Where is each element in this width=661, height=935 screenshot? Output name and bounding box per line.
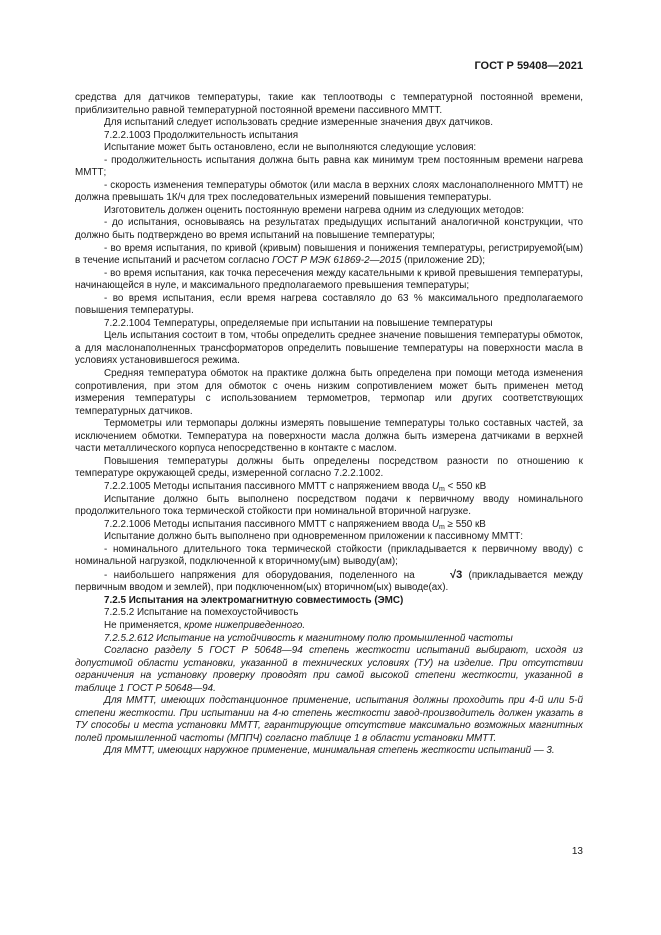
paragraph: Согласно разделу 5 ГОСТ Р 50648—94 степень жесткости испытаний выбирают, исходя из допустимой области установки, указанной в технических условиях (ТУ) на изделие. При отсутствии ограничения на установку проверку проводят при самой высокой степени жесткости, указанной в таблице 1 ГОСТ Р 50648—94.	[75, 645, 583, 694]
paragraph: Средняя температура обмоток на практике должна быть определена при помощи метода изменения сопротивления, при этом для обмоток с очень низким сопротивлением может быть применен метод измерения температуры с использованием термометров, термопар или других соответствующих температурных датчиков.	[75, 368, 583, 417]
paragraph: Испытание должно быть выполнено посредством подачи к первичному вводу номинального продолжительного тока термической стойкости при номинальной вторичной нагрузке.	[75, 493, 583, 518]
paragraph: Для испытаний следует использовать средние измеренные значения двух датчиков.	[104, 117, 493, 129]
voltage-subscript: m	[438, 485, 445, 493]
paragraph: Термометры или термопары должны измерять повышение температуры только составных частей, за исключением обмотки. Температура на поверхности масла должна быть измерена датчиками в верхней части металлического корпуса непосредственно в контакте с маслом.	[75, 418, 583, 455]
page-number: 13	[571, 846, 583, 857]
standard-reference: ГОСТ Р МЭК 61869-2—2015	[272, 255, 402, 267]
paragraph: Для ММТТ, имеющих подстанционное применение, испытания должны проходить при 4-й или 5-й степени жесткости. При испытании на 4-ю степень жесткости завод-производитель должен указать в ТУ способы и места установки ММТТ, гарантирующие отсутствие максимально возможных магнитных полей промышленной частоты (МППЧ) согласно таблице 1 в области установки ММТТ.	[75, 695, 583, 744]
list-item	[75, 243, 583, 268]
text: - во время испытания, по кривой (кривым) повышения и понижения температуры, регистрируемой(ым) в течение испытаний и расчетом согласно	[75, 242, 583, 267]
text: ≥ 550 кВ	[444, 518, 486, 530]
text: 7.2.2.1005 Методы испытания пассивного ММТТ с напряжением ввода	[104, 480, 432, 492]
text: (прикладывается между первичным вводом и землей), при подключенном(ых) вторичном(ых) выводе(ах).	[75, 569, 583, 594]
section-heading: 7.2.2.1004 Температуры, определяемые при испытании на повышение температуры	[104, 317, 493, 329]
sqrt-three-symbol: √3	[450, 568, 463, 581]
section-heading: 7.2.5.2 Испытание на помехоустойчивость	[104, 607, 299, 619]
paragraph: Для ММТТ, имеющих наружное применение, минимальная степень жесткости испытаний — 3.	[104, 745, 555, 757]
voltage-symbol: U	[431, 480, 439, 492]
section-heading: 7.2.2.1003 Продолжительность испытания	[104, 129, 299, 141]
paragraph: средства для датчиков температуры, такие как теплоотводы с температурной постоянной времени, приблизительно равной температурной постоянной времени пассивного ММТТ.	[75, 92, 583, 116]
paragraph: Повышения температуры должны быть определены посредством разности по отношению к температуре окружающей среды, измеренной согласно 7.2.2.1002.	[75, 455, 583, 480]
list-item: - номинального длительного тока термической стойкости (прикладывается к первичному вводу) с номинальной нагрузкой, подключенной к вторичному(ым) выводу(ам);	[75, 543, 583, 568]
document-id: ГОСТ Р 59408—2021	[474, 60, 583, 72]
text: - наибольшего напряжения для оборудования, поделенного на	[104, 569, 422, 581]
section-heading	[75, 481, 583, 494]
text: кроме нижеприведенного.	[184, 619, 306, 631]
list-item: - во время испытания, если время нагрева составляло до 63 % максимального предполагаемого повышения температуры.	[75, 292, 583, 317]
list-item: - во время испытания, как точка пересечения между касательными к кривой превышения температуры, начинающейся в нуле, и максимального предполагаемого превышения температуры;	[75, 267, 583, 292]
list-item: - продолжительность испытания должна быть равна как минимум трем постоянным времени нагрева ММТТ;	[75, 154, 583, 179]
list-item	[75, 569, 583, 595]
paragraph	[75, 620, 583, 633]
text: (приложение 2D);	[401, 255, 486, 267]
section-heading	[75, 519, 583, 532]
paragraph: Испытание должно быть выполнено при одновременном приложении к пассивному ММТТ:	[104, 531, 523, 543]
text: < 550 кВ	[444, 480, 487, 492]
paragraph: Цель испытания состоит в том, чтобы определить среднее значение повышения температуры обмоток, а для маслонаполненных трансформаторов определить повышение температуры на поверхности масла в условиях установившегося режима.	[75, 330, 583, 367]
section-heading: 7.2.5 Испытания на электромагнитную совместимость (ЭМС)	[104, 594, 404, 606]
text: 7.2.2.1006 Методы испытания пассивного ММТТ с напряжением ввода	[104, 518, 432, 530]
text: Не применяется,	[104, 619, 185, 631]
list-item: - скорость изменения температуры обмоток (или масла в верхних слоях маслонаполненного ММТТ) не должна превышать 1К/ч для трех последовательных измерений повышения температуры.	[75, 179, 583, 204]
list-item: - до испытания, основываясь на результатах предыдущих испытаний аналогичной конструкции, что должно быть подтверждено во время испытаний на повышение температуры;	[75, 217, 583, 242]
voltage-symbol: U	[431, 518, 439, 530]
paragraph: Изготовитель должен оценить постоянную времени нагрева одним из следующих методов:	[104, 204, 524, 216]
document-body	[75, 92, 583, 758]
voltage-subscript: m	[438, 523, 445, 531]
section-heading: 7.2.5.2.612 Испытание на устойчивость к магнитному полю промышленной частоты	[104, 632, 513, 644]
paragraph: Испытание может быть остановлено, если не выполняются следующие условия:	[104, 142, 477, 154]
